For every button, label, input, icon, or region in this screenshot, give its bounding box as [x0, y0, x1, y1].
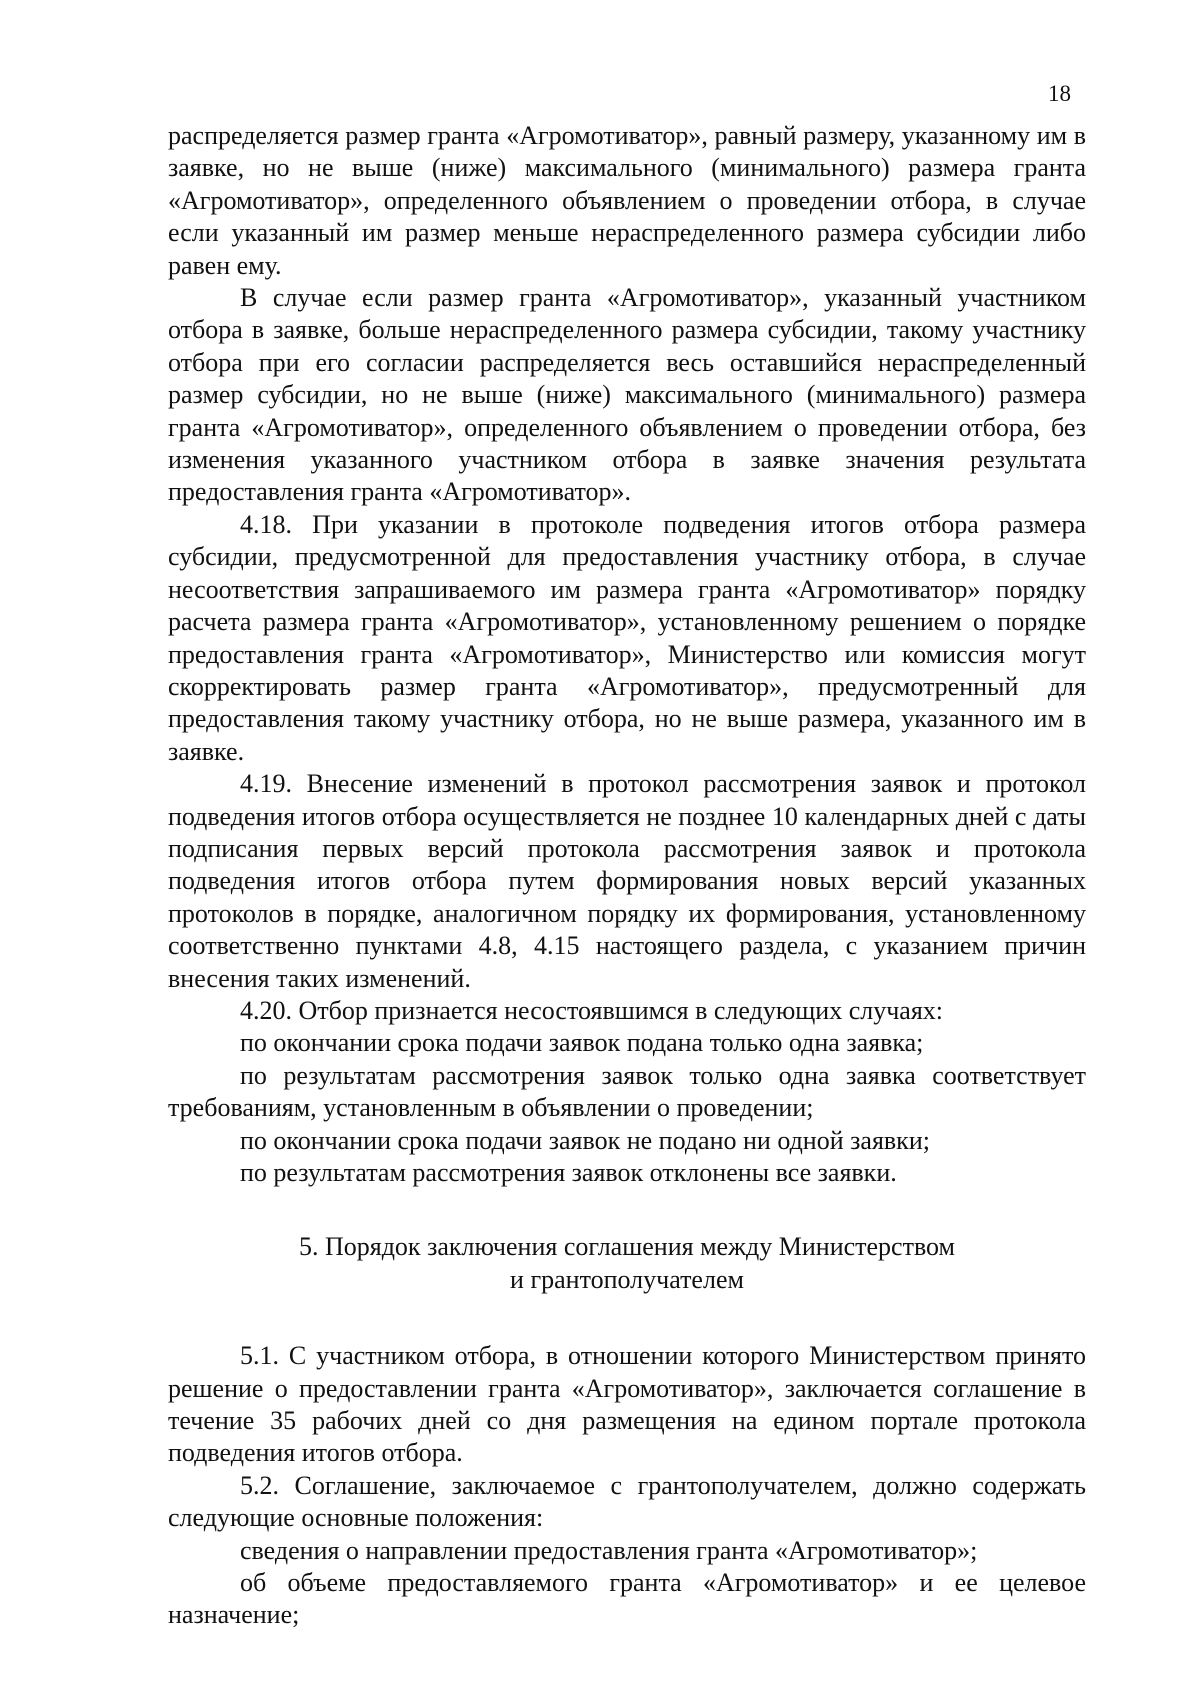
paragraph-5-1: 5.1. С участником отбора, в отношении которого Министерством принято решение о предоставлении гранта «Агромотиватор», заключается соглашение в течение 35 рабочих дней со дня размещения на едином портале протокола подведения итогов отбора.: [168, 1341, 1086, 1468]
list-item: по результатам рассмотрения заявок только одна заявка соответствует требованиям, установленным в объявлении о проведении;: [168, 1060, 1086, 1123]
section-heading: [168, 1231, 1086, 1296]
paragraph: В случае если размер гранта «Агромотиватор», указанный участником отбора в заявке, больше нераспределенного размера субсидии, такому участнику отбора при его согласии распределяется весь оставшийся нераспределенный размер субсидии, но не выше (ниже) максимального (минимального) размера гранта «Агромотиватор», определенного объявлением о проведении отбора, без изменения указанного участником отбора в заявке значения результата предоставления гранта «Агромотиватор».: [168, 283, 1086, 507]
list-item: по окончании срока подачи заявок не подано ни одной заявки;: [240, 1125, 930, 1155]
section-heading-line: 5. Порядок заключения соглашения между Министерством: [298, 1232, 956, 1262]
list-item: об объеме предоставляемого гранта «Агромотиватор» и ее целевое назначение;: [168, 1568, 1086, 1630]
document-body: [168, 120, 1086, 1632]
list-item: сведения о направлении предоставления гранта «Агромотиватор»;: [240, 1535, 978, 1565]
paragraph-4-20: 4.20. Отбор признается несостоявшимся в следующих случаях:: [240, 995, 944, 1025]
paragraph-4-19: 4.19. Внесение изменений в протокол рассмотрения заявок и протокол подведения итогов отбора осуществляется не позднее 10 календарных дней с даты подписания первых версий протокола рассмотрения заявок и протокола подведения итогов отбора путем формирования новых версий указанных протоколов в порядке, аналогичном порядку их формирования, установленному соответственно пунктами 4.8, 4.15 настоящего раздела, с указанием причин внесения таких изменений.: [168, 769, 1086, 993]
paragraph: распределяется размер гранта «Агромотиватор», равный размеру, указанному им в заявке, но не выше (ниже) максимального (минимального) размера гранта «Агромотиватор», определенного объявлением о проведении отбора, в случае если указанный им размер меньше нераспределенного размера субсидии либо равен ему.: [168, 121, 1086, 280]
paragraph-4-18: 4.18. При указании в протоколе подведения итогов отбора размера субсидии, предусмотренной для предоставления участнику отбора, в случае несоответствия запрашиваемого им размера гранта «Агромотиватор» порядку расчета размера гранта «Агромотиватор», установленному решением о порядке предоставления гранта «Агромотиватор», Министерство или комиссия могут скорректировать размер гранта «Агромотиватор», предусмотренный для предоставления такому участнику отбора, но не выше размера, указанного им в заявке.: [168, 509, 1086, 766]
paragraph-5-2: 5.2. Соглашение, заключаемое с грантополучателем, должно содержать следующие основные положения:: [168, 1470, 1086, 1533]
list-item: по окончании срока подачи заявок подана только одна заявка;: [240, 1028, 924, 1058]
section-heading-line: и грантополучателем: [510, 1264, 744, 1294]
list-item: по результатам рассмотрения заявок отклонены все заявки.: [240, 1158, 897, 1187]
page-number: 18: [1048, 81, 1071, 106]
